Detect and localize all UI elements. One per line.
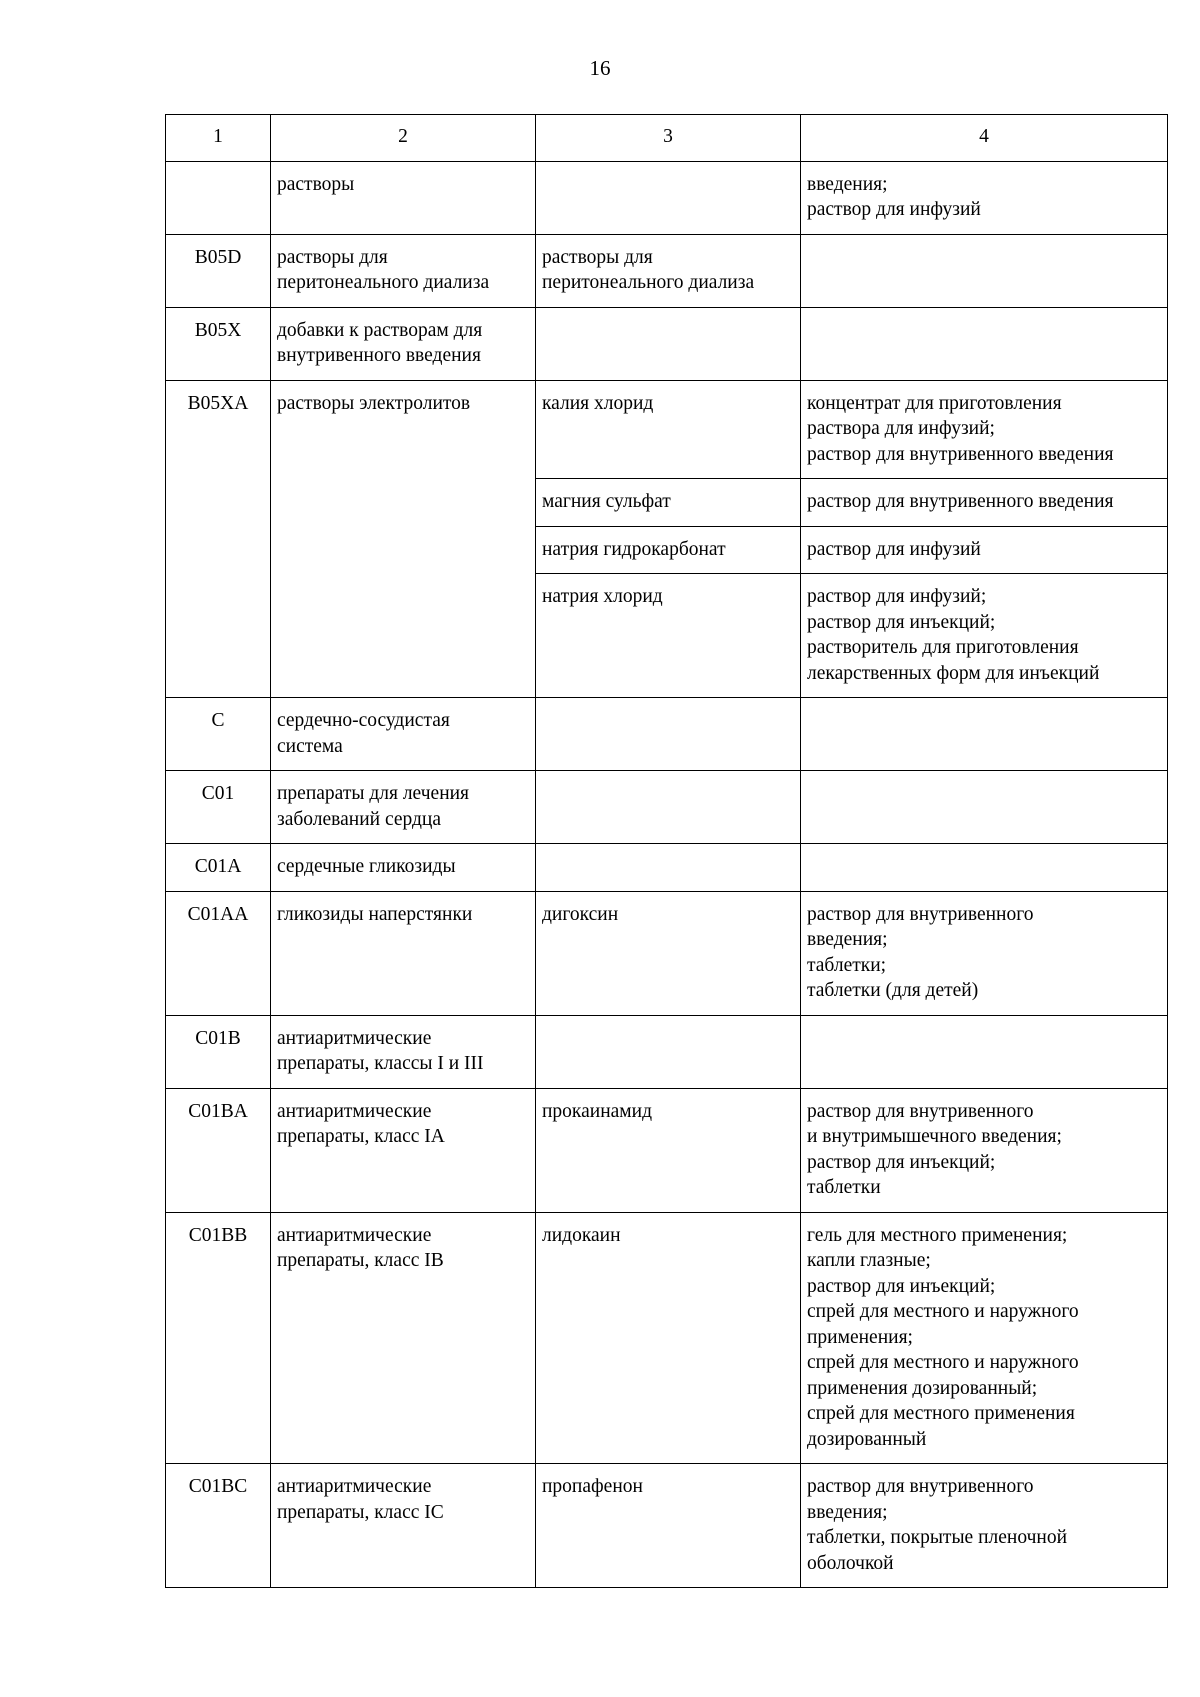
cell-c1: C01A <box>166 844 271 892</box>
header-row <box>166 115 1168 162</box>
cell-text-line: сердечно-сосудистая <box>277 710 450 731</box>
cell-c2 <box>271 161 536 234</box>
cell-c3 <box>536 234 801 307</box>
cell-text-line: раствор для внутривенного введения <box>807 491 1114 512</box>
cell-c3 <box>536 526 801 574</box>
cell-c2 <box>271 1015 536 1088</box>
cell-c3 <box>536 307 801 380</box>
cell-c3 <box>536 844 801 892</box>
cell-text-line: раствор для инфузий; <box>807 586 987 607</box>
cell-text-line: внутривенного введения <box>277 345 481 366</box>
cell-c3 <box>536 1088 801 1212</box>
cell-text-line: антиаритмические <box>277 1100 432 1122</box>
cell-c1: C <box>166 698 271 771</box>
header-cell-3: 3 <box>536 115 801 162</box>
cell-text-line: применения; <box>807 1326 913 1348</box>
cell-text-line: дигоксин <box>542 903 619 925</box>
cell-text-line: раствор для инъекций; <box>807 1151 996 1173</box>
cell-c3 <box>536 1015 801 1088</box>
cell-c3 <box>536 380 801 479</box>
cell-text-line: лидокаин <box>542 1224 621 1246</box>
cell-text-line: введения; <box>807 173 888 195</box>
cell-text-line: растворы электролитов <box>277 392 471 414</box>
cell-text-line: препараты, класс IC <box>277 1501 444 1523</box>
cell-c2 <box>271 234 536 307</box>
cell-text-line: раствор для инъекций; <box>807 1275 996 1297</box>
cell-text-line: антиаритмические <box>277 1476 432 1497</box>
cell-c1: B05X <box>166 307 271 380</box>
cell-text-line: таблетки; <box>807 954 887 976</box>
cell-c4 <box>801 844 1168 892</box>
cell-c1 <box>166 161 271 234</box>
cell-text-line: пропафенон <box>542 1476 643 1497</box>
cell-c3 <box>536 574 801 698</box>
cell-text-line: введения; <box>807 929 888 950</box>
cell-text-line: введения; <box>807 1501 888 1523</box>
table-row <box>166 1464 1168 1588</box>
cell-text-line: лекарственных форм для инъекций <box>807 662 1100 684</box>
cell-text-line: калия хлорид <box>542 392 654 414</box>
table-row <box>166 1212 1168 1464</box>
table-row <box>166 161 1168 234</box>
cell-c1: C01B <box>166 1015 271 1088</box>
cell-text-line: прокаинамид <box>542 1100 652 1122</box>
cell-text-line: раствора для инфузий; <box>807 418 995 439</box>
cell-text-line: таблетки (для детей) <box>807 980 979 1001</box>
cell-text-line: раствор для инъекций; <box>807 611 996 633</box>
cell-c1: B05D <box>166 234 271 307</box>
cell-text-line: раствор для инфузий <box>807 538 981 560</box>
table-row <box>166 1015 1168 1088</box>
cell-text-line: дозированный <box>807 1428 927 1450</box>
cell-c2 <box>271 891 536 1015</box>
cell-text-line: антиаритмические <box>277 1224 432 1246</box>
cell-text-line: препараты, класс IA <box>277 1126 445 1147</box>
cell-text-line: спрей для местного и наружного <box>807 1352 1079 1373</box>
table-row <box>166 1088 1168 1212</box>
cell-c4 <box>801 479 1168 527</box>
cell-text-line: гликозиды наперстянки <box>277 903 473 925</box>
cell-text-line: раствор для внутривенного <box>807 903 1034 925</box>
cell-text-line: растворы для <box>542 246 653 268</box>
cell-c3 <box>536 479 801 527</box>
cell-text-line: сердечные гликозиды <box>277 856 456 877</box>
cell-c2 <box>271 380 536 698</box>
cell-c2 <box>271 771 536 844</box>
table-row <box>166 771 1168 844</box>
cell-text-line: система <box>277 735 343 757</box>
cell-text-line: перитонеального диализа <box>277 272 490 293</box>
cell-c1: C01 <box>166 771 271 844</box>
header-cell-4: 4 <box>801 115 1168 162</box>
header-cell-2: 2 <box>271 115 536 162</box>
cell-c4 <box>801 1015 1168 1088</box>
cell-text-line: спрей для местного применения <box>807 1403 1075 1424</box>
table-row <box>166 380 1168 479</box>
cell-c2 <box>271 1464 536 1588</box>
cell-text-line: препараты для лечения <box>277 783 470 804</box>
cell-text-line: препараты, класс IB <box>277 1250 444 1271</box>
cell-c4 <box>801 161 1168 234</box>
cell-text-line: раствор для инфузий <box>807 199 981 220</box>
cell-text-line: растворы для <box>277 246 388 268</box>
table-row <box>166 307 1168 380</box>
cell-c3 <box>536 771 801 844</box>
cell-text-line: натрия гидрокарбонат <box>542 538 726 560</box>
table-row <box>166 844 1168 892</box>
cell-text-line: раствор для внутривенного введения <box>807 443 1114 465</box>
cell-c4 <box>801 1212 1168 1464</box>
cell-c4 <box>801 891 1168 1015</box>
cell-c2 <box>271 307 536 380</box>
cell-text-line: антиаритмические <box>277 1027 432 1049</box>
cell-c1: B05XA <box>166 380 271 698</box>
cell-text-line: раствор для внутривенного <box>807 1476 1034 1497</box>
cell-text-line: натрия хлорид <box>542 586 663 607</box>
cell-text-line: препараты, классы I и III <box>277 1053 484 1074</box>
cell-text-line: магния сульфат <box>542 491 671 512</box>
cell-c4 <box>801 307 1168 380</box>
cell-c3 <box>536 161 801 234</box>
cell-c3 <box>536 1464 801 1588</box>
cell-c1: C01BA <box>166 1088 271 1212</box>
cell-text-line: заболеваний сердца <box>277 808 441 830</box>
cell-c4 <box>801 234 1168 307</box>
cell-text-line: таблетки, покрытые пленочной <box>807 1527 1068 1548</box>
table-row <box>166 698 1168 771</box>
drug-classification-table <box>165 114 1168 1588</box>
cell-c4 <box>801 698 1168 771</box>
cell-c4 <box>801 1464 1168 1588</box>
cell-c4 <box>801 526 1168 574</box>
cell-c2 <box>271 698 536 771</box>
cell-text-line: спрей для местного и наружного <box>807 1301 1079 1322</box>
cell-c2 <box>271 1088 536 1212</box>
cell-c1: C01BB <box>166 1212 271 1464</box>
cell-text-line: растворы <box>277 173 355 195</box>
page-number: 16 <box>589 56 611 80</box>
cell-c3 <box>536 891 801 1015</box>
cell-c1: C01BC <box>166 1464 271 1588</box>
cell-c4 <box>801 380 1168 479</box>
cell-c2 <box>271 1212 536 1464</box>
cell-text-line: добавки к растворам для <box>277 319 483 341</box>
table-row <box>166 891 1168 1015</box>
table-row <box>166 234 1168 307</box>
cell-text-line: оболочкой <box>807 1552 894 1574</box>
table-body <box>166 161 1168 1588</box>
cell-text-line: раствор для внутривенного <box>807 1100 1034 1122</box>
cell-text-line: капли глазные; <box>807 1250 931 1271</box>
cell-text-line: применения дозированный; <box>807 1377 1038 1399</box>
cell-text-line: и внутримышечного введения; <box>807 1126 1062 1147</box>
cell-text-line: концентрат для приготовления <box>807 392 1062 414</box>
cell-c1: C01AA <box>166 891 271 1015</box>
cell-text-line: перитонеального диализа <box>542 272 755 293</box>
cell-text-line: гель для местного применения; <box>807 1224 1068 1246</box>
cell-c4 <box>801 1088 1168 1212</box>
cell-c3 <box>536 698 801 771</box>
cell-c2 <box>271 844 536 892</box>
header-cell-1: 1 <box>166 115 271 162</box>
cell-c3 <box>536 1212 801 1464</box>
cell-text-line: таблетки <box>807 1177 881 1198</box>
cell-c4 <box>801 574 1168 698</box>
cell-c4 <box>801 771 1168 844</box>
cell-text-line: растворитель для приготовления <box>807 637 1079 658</box>
